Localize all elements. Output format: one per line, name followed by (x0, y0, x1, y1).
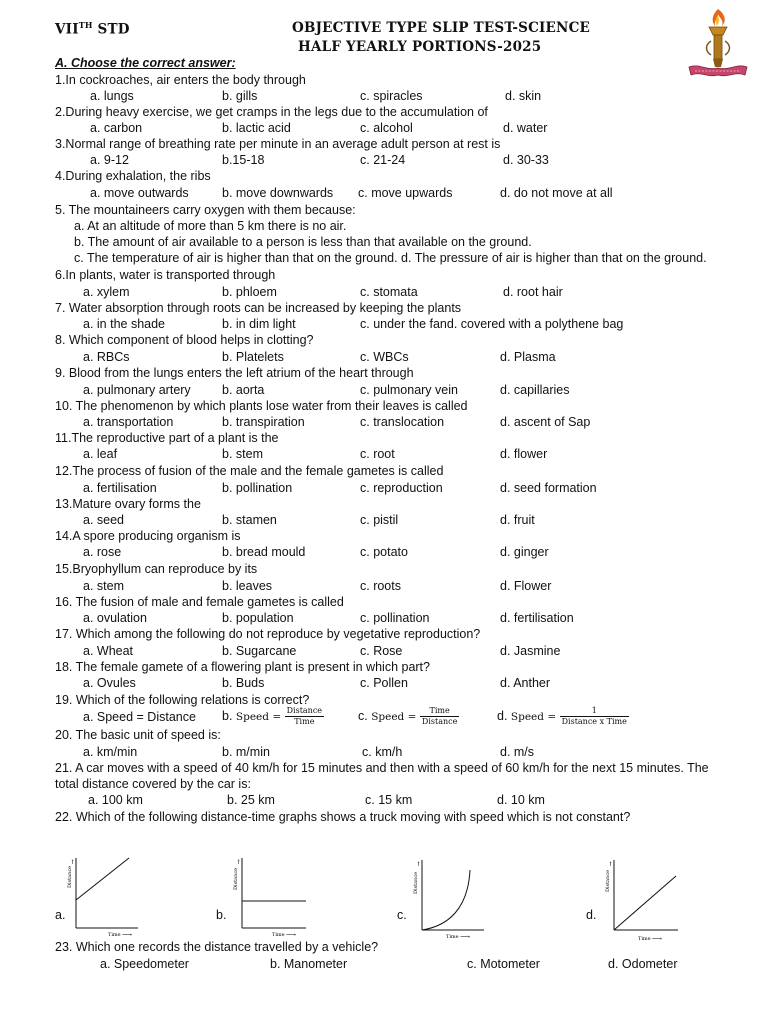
option-14d: d. ginger (500, 545, 549, 559)
option-2c: c. alcohol (360, 121, 413, 135)
question-11: 11.The reproductive part of a plant is the (55, 431, 279, 445)
question-23: 23. Which one records the distance travelled by a vehicle? (55, 940, 379, 954)
option-15d: d. Flower (500, 579, 552, 593)
question-7: 7. Water absorption through roots can be increased by keeping the plants (55, 301, 462, 315)
graph-label-b: b. (216, 908, 227, 922)
option-6d: d. root hair (503, 285, 563, 299)
option-1a: a. lungs (90, 89, 134, 103)
question-6: 6.In plants, water is transported through (55, 268, 276, 282)
graph-d-y-arrow-icon: ↑ (608, 861, 614, 868)
question-10: 10. The phenomenon by which plants lose water from their leaves is called (55, 399, 468, 413)
option-20c: c. km/h (362, 745, 403, 759)
option-8a: a. RBCs (83, 350, 130, 364)
question-21-continued: total distance covered by the car is: (55, 777, 251, 791)
option-9b: b. aorta (222, 383, 265, 397)
question-8: 8. Which component of blood helps in clotting? (55, 333, 314, 347)
option-9d: d. capillaries (500, 383, 570, 397)
option-20a: a. km/min (83, 745, 138, 759)
option-7cd: c. under the fand. covered with a polythene bag (360, 317, 624, 331)
question-20: 20. The basic unit of speed is: (55, 728, 221, 742)
graph-d-x-label: Time (638, 936, 651, 942)
option-11b: b. stem (222, 447, 263, 461)
option-2d: d. water (503, 121, 548, 135)
option-1d: d. skin (505, 89, 542, 103)
option-21a: a. 100 km (88, 793, 143, 807)
option-9a: a. pulmonary artery (83, 383, 191, 397)
question-2: 2.During heavy exercise, we get cramps in the legs due to the accumulation of (55, 105, 488, 119)
option-5b: b. The amount of air available to a person is less than that available on the ground. (74, 235, 532, 249)
option-10b: b. transpiration (222, 415, 305, 429)
graph-b-x-label: Time (272, 932, 285, 938)
test-title: OBJECTIVE TYPE SLIP TEST-SCIENCE (292, 20, 591, 36)
graph-d-x-arrow-icon: ⟶ (652, 935, 663, 943)
option-4c: c. move upwards (358, 186, 453, 200)
question-3: 3.Normal range of breathing rate per minute in an average adult person at rest is (55, 137, 501, 151)
option-10a: a. transportation (83, 415, 174, 429)
option-18b: b. Buds (222, 676, 265, 690)
graph-c-x-arrow-icon: ⟶ (460, 933, 471, 941)
option-8c: c. WBCs (360, 350, 409, 364)
option-5cd: c. The temperature of air is higher than that on the ground. d. The pressure of air is higher than that on the ground. (74, 251, 707, 265)
question-21: 21. A car moves with a speed of 40 km/h for 15 minutes and then with a speed of 60 km/h for the next 15 minutes. The (55, 761, 709, 775)
fraction-distance-over-time: $\frac{\text{Distance}}{\text{Time}}$ (286, 706, 323, 726)
question-4: 4.During exhalation, the ribs (55, 169, 211, 183)
graph-a-x-label: Time (108, 932, 121, 938)
option-14b: b. bread mould (222, 545, 306, 559)
option-1b: b. gills (222, 89, 258, 103)
option-12b: b. pollination (222, 481, 293, 495)
question-17: 17. Which among the following do not reproduce by vegetative reproduction? (55, 627, 481, 641)
question-14: 14.A spore producing organism is (55, 529, 241, 543)
option-3c: c. 21-24 (360, 153, 406, 167)
torch-logo-icon (685, 5, 751, 81)
option-19d: d. Speed = $\frac{1}{\text{Distance x Time}}$ (497, 706, 627, 726)
option-3a: a. 9-12 (90, 153, 129, 167)
graph-a (62, 852, 140, 942)
option-10d: d. ascent of Sap (500, 415, 591, 429)
option-17c: c. Rose (360, 644, 403, 658)
graph-label-c: c. (397, 908, 407, 922)
option-13c: c. pistil (360, 513, 399, 527)
option-23a: a. Speedometer (100, 957, 189, 971)
option-4b: b. move downwards (222, 186, 334, 200)
graph-label-a: a. (55, 908, 66, 922)
option-3b: b.15-18 (222, 153, 265, 167)
option-12d: d. seed formation (500, 481, 597, 495)
question-19: 19. Which of the following relations is correct? (55, 693, 310, 707)
question-12: 12.The process of fusion of the male and the female gametes is called (55, 464, 444, 478)
question-22: 22. Which of the following distance-time graphs shows a truck moving with speed which is not constant? (55, 810, 631, 824)
option-21c: c. 15 km (365, 793, 413, 807)
graph-c (408, 854, 486, 944)
question-5: 5. The mountaineers carry oxygen with them because: (55, 203, 356, 217)
option-9c: c. pulmonary vein (360, 383, 458, 397)
graph-c-x-label: Time (446, 934, 459, 940)
option-15a: a. stem (83, 579, 124, 593)
option-1c: c. spiracles (360, 89, 423, 103)
question-13: 13.Mature ovary forms the (55, 497, 201, 511)
option-23c: c. Motometer (467, 957, 540, 971)
graph-a-y-arrow-icon: ↑ (70, 859, 76, 866)
question-18: 18. The female gamete of a flowering plant is present in which part? (55, 660, 430, 674)
question-1: 1.In cockroaches, air enters the body through (55, 73, 306, 87)
option-21b: b. 25 km (227, 793, 275, 807)
graph-a-x-arrow-icon: ⟶ (122, 931, 133, 939)
option-13d: d. fruit (500, 513, 535, 527)
fraction-time-over-distance: $\frac{\text{Time}}{\text{Distance}}$ (421, 706, 458, 726)
option-8d: d. Plasma (500, 350, 556, 364)
option-14a: a. rose (83, 545, 122, 559)
option-13b: b. stamen (222, 513, 277, 527)
option-11d: d. flower (500, 447, 548, 461)
option-17b: b. Sugarcane (222, 644, 297, 658)
option-5a: a. At an altitude of more than 5 km there is no air. (74, 219, 347, 233)
option-18c: c. Pollen (360, 676, 408, 690)
graph-a-y-label: Distance (67, 865, 73, 888)
option-17d: d. Jasmine (500, 644, 561, 658)
question-9: 9. Blood from the lungs enters the left atrium of the heart through (55, 366, 414, 380)
fraction-one-over-distance-time: $\frac{1}{\text{Distance x Time}}$ (561, 706, 627, 726)
option-8b: b. Platelets (222, 350, 284, 364)
class-label: VIITH STD (55, 20, 130, 38)
graph-b-y-arrow-icon: ↑ (236, 859, 242, 866)
option-19a: a. Speed = Distance (83, 710, 196, 724)
option-20d: d. m/s (500, 745, 535, 759)
option-2a: a. carbon (90, 121, 143, 135)
option-21d: d. 10 km (497, 793, 545, 807)
graph-d (600, 854, 680, 946)
option-7a: a. in the shade (83, 317, 166, 331)
option-14c: c. potato (360, 545, 408, 559)
option-20b: b. m/min (222, 745, 270, 759)
option-4d: d. do not move at all (500, 186, 613, 200)
graph-c-y-label: Distance (413, 871, 419, 894)
option-6b: b. phloem (222, 285, 277, 299)
option-17a: a. Wheat (83, 644, 134, 658)
option-15c: c. roots (360, 579, 401, 593)
graph-label-d: d. (586, 908, 597, 922)
option-4a: a. move outwards (90, 186, 189, 200)
option-6c: c. stomata (360, 285, 418, 299)
option-18a: a. Ovules (83, 676, 136, 690)
option-19b: b. Speed = $\frac{\text{Distance}}{\text{Time}}$ (222, 706, 323, 726)
option-16d: d. fertilisation (500, 611, 574, 625)
option-16c: c. pollination (360, 611, 430, 625)
option-23b: b. Manometer (270, 957, 348, 971)
option-3d: d. 30-33 (503, 153, 549, 167)
option-16a: a. ovulation (83, 611, 147, 625)
option-23d: d. Odometer (608, 957, 678, 971)
option-16b: b. population (222, 611, 294, 625)
option-19c: c. Speed = $\frac{\text{Time}}{\text{Distance}}$ (358, 706, 458, 726)
option-6a: a. xylem (83, 285, 130, 299)
option-18d: d. Anther (500, 676, 551, 690)
option-7b: b. in dim light (222, 317, 296, 331)
option-13a: a. seed (83, 513, 125, 527)
graph-b-y-label: Distance (233, 867, 239, 890)
question-16: 16. The fusion of male and female gametes is called (55, 595, 344, 609)
test-subtitle: HALF YEARLY PORTIONS-2025 (298, 39, 542, 55)
option-11a: a. leaf (83, 447, 118, 461)
graph-d-y-label: Distance (605, 869, 611, 892)
option-12a: a. fertilisation (83, 481, 157, 495)
option-2b: b. lactic acid (222, 121, 291, 135)
option-12c: c. reproduction (360, 481, 443, 495)
option-11c: c. root (360, 447, 395, 461)
option-15b: b. leaves (222, 579, 273, 593)
section-heading: A. Choose the correct answer: (55, 56, 236, 70)
option-10c: c. translocation (360, 415, 445, 429)
graph-b-x-arrow-icon: ⟶ (286, 931, 297, 939)
graph-c-y-arrow-icon: ↑ (416, 861, 422, 868)
question-15: 15.Bryophyllum can reproduce by its (55, 562, 258, 576)
graph-b (228, 852, 308, 942)
